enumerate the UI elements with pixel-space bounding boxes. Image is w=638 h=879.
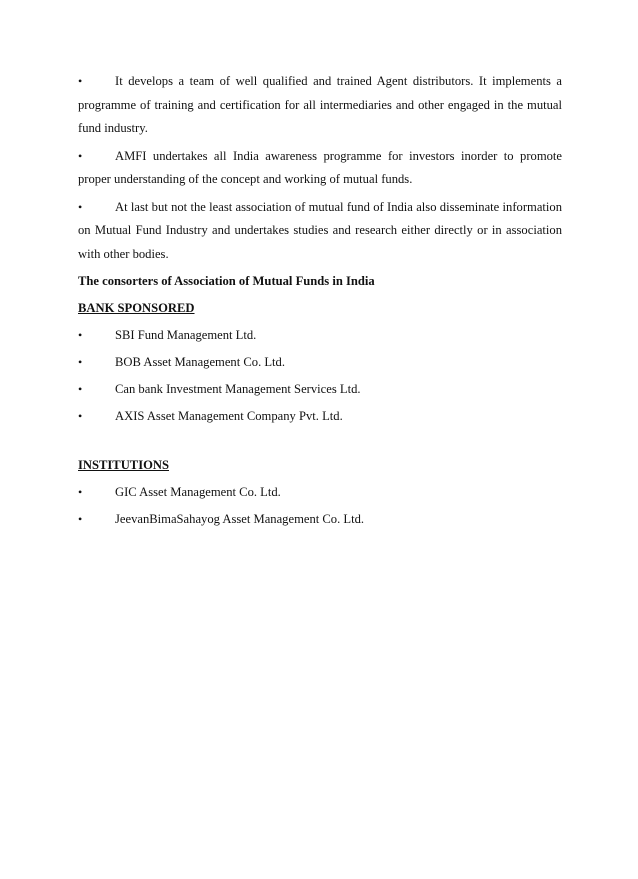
list-item <box>78 378 562 401</box>
paragraph-text: AMFI undertakes all India awareness programme for investors inorder to promote proper understanding of the concept and working of mutual funds. <box>78 148 562 186</box>
list-item <box>78 405 562 428</box>
paragraph-disseminate-information <box>78 196 562 267</box>
document-page <box>78 70 562 535</box>
list-item-label: SBI Fund Management Ltd. <box>115 328 257 342</box>
list-item-label: GIC Asset Management Co. Ltd. <box>115 485 281 499</box>
bank-sponsored-list <box>78 324 562 428</box>
list-item <box>78 351 562 374</box>
bullet-icon: • <box>78 409 83 423</box>
list-item <box>78 508 562 531</box>
list-item <box>78 481 562 504</box>
bullet-icon: • <box>78 199 83 214</box>
section-spacer <box>78 432 562 454</box>
paragraph-awareness-programme <box>78 145 562 192</box>
institutions-title: INSTITUTIONS <box>78 458 169 472</box>
paragraph-agent-distributors <box>78 70 562 141</box>
consorters-heading: The consorters of Association of Mutual Funds in India <box>78 274 375 288</box>
bullet-icon: • <box>78 355 83 369</box>
bullet-icon: • <box>78 512 83 526</box>
bullet-icon: • <box>78 382 83 396</box>
list-item <box>78 324 562 347</box>
paragraph-text: At last but not the least association of mutual fund of India also disseminate information on Mutual Fund Industry and undertakes studies and research either directly or in association with other bodies. <box>78 199 562 261</box>
institutions-list <box>78 481 562 531</box>
list-item-label: BOB Asset Management Co. Ltd. <box>115 355 286 369</box>
bullet-icon: • <box>78 148 83 163</box>
bank-sponsored-title: BANK SPONSORED <box>78 301 195 315</box>
list-item-label: JeevanBimaSahayog Asset Management Co. Ltd. <box>115 512 365 526</box>
list-item-label: AXIS Asset Management Company Pvt. Ltd. <box>115 409 343 423</box>
paragraph-text: It develops a team of well qualified and trained Agent distributors. It implements a programme of training and certification for all intermediaries and other engaged in the mutual fund industry. <box>78 74 562 135</box>
bullet-icon: • <box>78 74 83 88</box>
bullet-icon: • <box>78 485 83 499</box>
bullet-icon: • <box>78 328 83 342</box>
list-item-label: Can bank Investment Management Services Ltd. <box>115 382 361 396</box>
